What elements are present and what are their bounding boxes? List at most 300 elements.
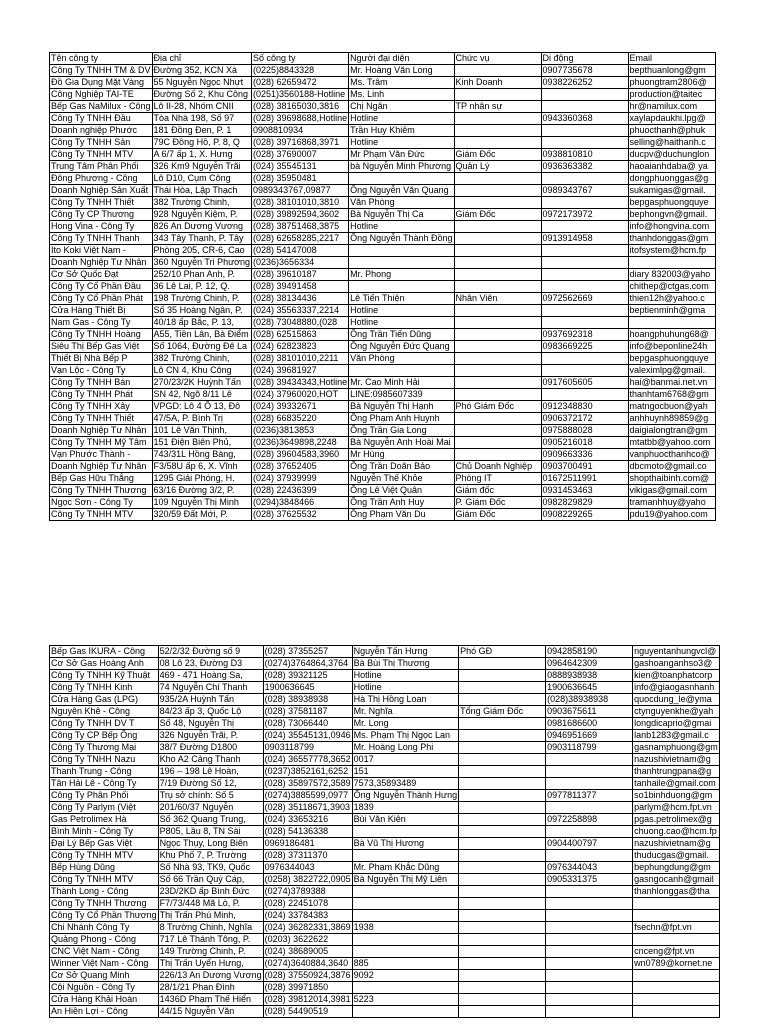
table-cell: 469 - 471 Hoàng Sa, — [158, 670, 263, 682]
table-cell: Thành Long - Công — [50, 886, 159, 898]
table-cell: Công Nghiệp TAI-TE — [50, 89, 153, 101]
table-cell — [459, 994, 546, 1006]
table-cell: 326 Km9 Nguyễn Trãi — [152, 161, 251, 173]
table-cell: Công Ty TNHH Sản — [50, 137, 153, 149]
table-cell: info@hongvina.com — [628, 221, 715, 233]
table-cell: Số công ty — [252, 53, 349, 65]
table-cell: gasngocanh@gmail — [633, 874, 720, 886]
table-cell — [454, 257, 541, 269]
table-cell — [541, 281, 628, 293]
table-cell: 0906372172 — [541, 413, 628, 425]
table-cell — [349, 257, 454, 269]
table-cell: Tổng Giám Đốc — [459, 706, 546, 718]
table-cell: 79C Đồng Hồ, P. 8, Q — [152, 137, 251, 149]
table-cell: Công Ty TNHH Kỹ Thuật — [50, 670, 159, 682]
table-row — [50, 293, 716, 305]
table-cell: diary 832003@yaho — [628, 269, 715, 281]
table-cell: Giám đốc — [454, 485, 541, 497]
table-cell: 47/5A, P. Bình Trị — [152, 413, 251, 425]
table-cell: (024) 37960020,HOT — [252, 389, 349, 401]
table-cell: 08 Lô 23, Đường D3 — [158, 658, 263, 670]
table-cell — [541, 305, 628, 317]
table-cell: 0989343767,09877 — [252, 185, 349, 197]
table-cell — [546, 946, 633, 958]
table-cell: 928 Nguyễn Kiệm, P. — [152, 209, 251, 221]
company-table-2 — [49, 645, 720, 1018]
table-cell: Quảng Phong - Công — [50, 934, 159, 946]
table-row — [50, 341, 716, 353]
table-cell: 0977811377 — [546, 790, 633, 802]
table-cell: Mr. Hoàng Long Phi — [352, 742, 458, 754]
table-row — [50, 958, 720, 970]
table-cell: Mr. Long — [352, 718, 458, 730]
table-cell: (0258) 3822722,0905 — [264, 874, 351, 884]
table-cell: Giám Đốc — [454, 509, 541, 521]
table-cell: (024) 35545131 — [252, 161, 349, 173]
table-cell: 343 Tây Thạnh, P. Tây — [152, 233, 251, 245]
table-cell: (028) 39892594,3602 — [252, 209, 349, 221]
table-row — [50, 377, 716, 389]
table-cell: 0905331375 — [546, 874, 633, 886]
table-cell: (024) 62823823 — [252, 341, 349, 353]
table-cell: 382 Trường Chinh, — [152, 353, 251, 365]
table-cell: Thị Trấn Uyển Hưng, — [158, 958, 263, 970]
table-cell: (024) 38689005 — [263, 946, 352, 958]
table-cell — [546, 886, 633, 898]
table-row — [50, 281, 716, 293]
table-cell — [454, 377, 541, 389]
table-cell — [546, 1006, 633, 1018]
table-cell: wn0789@kornet.ne — [633, 958, 720, 970]
table-cell: tanhaile@gmail.com — [633, 778, 720, 790]
table-cell: An Hiền Lợi - Công — [50, 1006, 159, 1018]
table-cell: 1900636645 — [263, 682, 352, 694]
table-cell: 0017 — [352, 754, 458, 766]
table-cell: cnceng@fpt.vn — [633, 946, 720, 958]
table-cell: 360 Nguyễn Tri Phương — [153, 257, 251, 267]
table-cell — [454, 341, 541, 353]
table-cell: 0938226252 — [541, 77, 628, 89]
table-cell: 38/7 Đường D1800 — [158, 742, 263, 754]
table-cell: 28/1/21 Phan Đình — [158, 982, 263, 994]
table-cell: Công Ty TNHH Thiết — [50, 413, 153, 425]
table-cell: Mr. Phạm Khắc Dũng — [352, 862, 458, 874]
table-cell — [454, 305, 541, 317]
company-table-1 — [49, 52, 716, 521]
table-cell — [541, 317, 628, 329]
table-cell: Nguyễn Tấn Hưng — [352, 646, 458, 658]
table-cell: Công Ty TNHH Đầu — [50, 113, 153, 125]
table-cell: Bà Vũ Thị Hương — [352, 838, 458, 850]
table-cell: (028) 38134436 — [252, 293, 349, 305]
table-cell: 0972258898 — [546, 814, 633, 826]
table-cell: 270/23/2K Huỳnh Tấn — [152, 377, 251, 389]
table-cell: bà Nguyễn Minh Phương — [349, 161, 454, 173]
table-cell: (0236)3649898,2248 — [252, 437, 349, 449]
table-cell: (028) 37625532 — [252, 509, 349, 521]
table-row — [50, 742, 720, 754]
table-row — [50, 233, 716, 245]
table-cell — [633, 910, 720, 922]
table-row — [50, 77, 716, 89]
table-row — [50, 766, 720, 778]
table-cell: chuong.cao@hcm.fp — [633, 826, 720, 838]
table-cell: 0909663336 — [541, 449, 628, 461]
table-cell: hr@namilux.com — [628, 101, 715, 113]
table-row — [50, 125, 716, 137]
table-cell: Lô II-28, Nhóm CNII — [152, 101, 251, 113]
table-cell — [628, 257, 715, 269]
table-cell: hai@banmai.net.vn — [628, 377, 715, 389]
table-cell: nguyentanhungvcl@ — [633, 646, 720, 658]
table-cell: (0274)3789388 — [263, 886, 352, 898]
table-cell: haoaianhdaba@ ya — [628, 161, 715, 173]
table-cell: (028) 35118671,3903 — [263, 802, 352, 814]
table-cell: Bếp Gas IKURA - Công — [50, 646, 159, 658]
table-row — [50, 473, 716, 485]
table-cell — [546, 766, 633, 778]
table-cell: Văn Phòng — [349, 197, 454, 209]
table-cell: info@giaogasnhanh — [633, 682, 720, 694]
table-cell — [459, 910, 546, 922]
table-cell: (024) 36557778,3652 — [264, 754, 351, 764]
table-cell — [541, 365, 628, 377]
table-cell: Trần Huy Khiêm — [349, 125, 454, 137]
table-cell: 0976344043 — [546, 862, 633, 874]
table-cell — [454, 65, 541, 77]
table-cell — [633, 1006, 720, 1018]
table-cell: thien12h@yahoo.c — [628, 293, 715, 305]
table-cell: thuducgas@gmail. — [633, 850, 720, 862]
table-row — [50, 790, 720, 802]
table-cell: ctynguyenkhe@yah — [633, 706, 720, 718]
table-cell: (028) 39698688,Hotline — [253, 113, 348, 123]
table-row — [50, 1006, 720, 1018]
table-cell: Ngọc Sơn - Công Ty — [50, 497, 153, 509]
table-cell: Phòng 205, CR-6, Cao — [152, 245, 251, 257]
table-cell — [546, 898, 633, 910]
table-row — [50, 898, 720, 910]
table-row — [50, 682, 720, 694]
table-row — [50, 305, 716, 317]
table-cell — [459, 838, 546, 850]
table-row — [50, 754, 720, 766]
table-cell — [352, 886, 458, 898]
table-cell: Email — [628, 53, 715, 65]
table-cell — [541, 389, 628, 401]
table-cell: 0913914958 — [541, 233, 628, 245]
table-cell: Công Ty TNHH MTV — [50, 149, 153, 161]
table-cell: 0938810810 — [541, 149, 628, 161]
table-cell: info@beponline24h — [628, 341, 715, 353]
table-cell: Kho A2 Cảng Thanh — [158, 754, 263, 766]
table-cell: dongphuonggas@g — [628, 173, 715, 185]
table-cell: (0294)3848466 — [252, 497, 349, 509]
table-cell: Hong Vina - Công Ty — [50, 221, 153, 233]
table-cell — [454, 245, 541, 257]
table-cell: Siêu Thị Bếp Gas Việt — [50, 341, 153, 353]
table-cell: Hotline — [349, 221, 454, 233]
table-cell: gashoanganhso3@ — [633, 658, 720, 670]
table-cell: Công Ty TNHH Thương — [50, 485, 153, 497]
table-row — [50, 485, 716, 497]
table-row — [50, 886, 720, 898]
table-cell: Phó GĐ — [459, 646, 546, 658]
table-cell: vikigas@gmail.com — [628, 485, 715, 497]
table-cell: Tên công ty — [50, 53, 153, 65]
table-cell: Bếp Gas NaMilux - Công — [51, 101, 151, 111]
table-cell: Phòng IT — [454, 473, 541, 485]
table-cell — [459, 778, 546, 790]
table-cell — [352, 826, 458, 838]
table-cell: (028) 22436399 — [252, 485, 349, 497]
table-cell — [459, 886, 546, 898]
table-cell: valeximlpg@gmail. — [628, 365, 715, 377]
table-cell: (028) 54490519 — [263, 1006, 352, 1018]
table-cell — [454, 353, 541, 365]
table-cell: tramanhhuy@yaho — [628, 497, 715, 509]
table-cell: Doanh Nghiệp Tư Nhân — [50, 461, 153, 473]
table-cell: Công Ty TNHH Mỹ Tâm — [50, 437, 153, 449]
table-cell — [454, 185, 541, 197]
table-cell: (028) 54147008 — [252, 245, 349, 257]
table-cell: production@taitec — [628, 89, 715, 101]
table-cell: Bà Bùi Thị Thương — [352, 658, 458, 670]
table-cell: Văn Phòng — [349, 353, 454, 365]
table-cell: (028) 66835220 — [252, 413, 349, 425]
table-cell: Gas Petrolimex Hà — [50, 814, 159, 826]
table-cell: Công Ty Parlym (Việt — [50, 802, 159, 814]
table-row — [50, 706, 720, 718]
table-cell: 0937692318 — [541, 329, 628, 341]
table-cell — [546, 754, 633, 766]
table-cell: Công Ty TNHH Hoàng — [50, 329, 153, 341]
table-cell: Hà Thị Hồng Loan — [352, 694, 458, 706]
table-cell: 23D/2KD ấp Bình Đức — [158, 886, 263, 898]
table-cell: 0908810934 — [252, 125, 349, 137]
table-cell: 7/19 Đường Số 12, — [158, 778, 263, 790]
table-row — [50, 53, 716, 65]
table-cell: 0981686600 — [546, 718, 633, 730]
table-cell: 1295 Giải Phóng, H. — [152, 473, 251, 485]
table-cell: bepthuanlong@gm — [628, 65, 715, 77]
table-cell: 226/13 An Dương Vương — [159, 970, 262, 980]
table-cell — [349, 281, 454, 293]
table-cell: hoangphuhung68@ — [628, 329, 715, 341]
table-cell: 0964642309 — [546, 658, 633, 670]
table-cell: Ông Nguyễn Thành Hưng — [353, 790, 458, 800]
table-cell — [546, 802, 633, 814]
table-cell — [541, 137, 628, 149]
table-cell: (0274)3640884,3640 — [263, 958, 352, 970]
table-cell: (0274)3885599,0977 — [263, 790, 352, 802]
table-cell — [454, 365, 541, 377]
table-cell — [459, 982, 546, 994]
table-cell: 0908229265 — [541, 509, 628, 521]
table-cell — [459, 898, 546, 910]
table-row — [50, 994, 720, 1006]
table-cell: 201/60/37 Nguyễn — [158, 802, 263, 814]
table-cell: Công Ty TNHH Phát — [50, 389, 153, 401]
table-cell: (028) 38101010,3810 — [252, 197, 349, 209]
table-cell: Công Ty Phân Phối — [50, 790, 159, 802]
table-cell: Ông Trần Tiến Dũng — [349, 329, 454, 341]
table-cell: gasnamphuong@gm — [634, 742, 718, 752]
table-cell — [454, 233, 541, 245]
table-cell — [459, 970, 546, 982]
table-cell: xaylapdaukhi.lpg@ — [628, 113, 715, 125]
table-row — [50, 89, 716, 101]
table-cell: Đường 352, KCN Xà — [152, 65, 251, 77]
table-cell: (0237)3852161,6252 — [263, 766, 352, 778]
table-cell: 0888938938 — [546, 670, 633, 682]
table-cell: (0225)8843328 — [252, 65, 349, 77]
table-cell: Ông Phạm Văn Du — [349, 509, 454, 521]
table-cell: parlym@hcm.fpt.vn — [633, 802, 720, 814]
table-cell — [546, 910, 633, 922]
table-cell: Ông Lê Việt Quân — [349, 485, 454, 497]
table-cell: Số 362 Quang Trung, — [158, 814, 263, 826]
table-cell: 52/2/32 Đường số 9 — [158, 646, 263, 658]
table-cell: Công Ty CP Thương — [50, 209, 153, 221]
table-cell: (028) 37581187 — [263, 706, 352, 718]
table-row — [50, 730, 720, 742]
table-cell: Tòa Nhà 198, Số 97 — [152, 113, 251, 125]
table-cell: itofsystem@hcm.fp — [628, 245, 715, 257]
table-cell: (028) 62515863 — [252, 329, 349, 341]
table-cell: ducpv@duchunglon — [628, 149, 715, 161]
table-cell: anhhuynh89859@g — [628, 413, 715, 425]
table-cell — [352, 898, 458, 910]
table-cell: Bếp Gas Hữu Thắng — [50, 473, 153, 485]
table-cell: 0942858190 — [546, 646, 633, 658]
table-cell: 9092 — [352, 970, 458, 982]
table-row — [50, 413, 716, 425]
table-cell: (024) 39332671 — [252, 401, 349, 413]
table-cell: Số 48, Nguyễn Thị — [158, 718, 263, 730]
table-cell — [546, 850, 633, 862]
table-cell: 84/23 ấp 3, Quốc Lộ — [158, 706, 263, 718]
table-cell — [454, 173, 541, 185]
table-cell: 0972562669 — [541, 293, 628, 305]
table-cell — [459, 814, 546, 826]
table-cell: Ito Koki Việt Nam - — [50, 245, 153, 257]
table-cell: 382 Trường Chinh, — [152, 197, 251, 209]
table-cell: nazushivietnam@g — [633, 754, 720, 766]
table-cell: Kinh Doanh — [454, 77, 541, 89]
table-cell: Công Ty Cổ Phần Đầu — [50, 281, 153, 293]
table-cell: Công Ty TNHH MTV — [50, 874, 159, 886]
table-cell: Vạn Phước Thành - — [50, 449, 153, 461]
table-cell: 101 Lê Văn Thịnh, — [152, 425, 251, 437]
table-row — [50, 838, 720, 850]
table-cell: 326 Nguyễn Trãi, P. — [158, 730, 263, 742]
table-cell — [352, 982, 458, 994]
table-cell: pgas.petrolimex@g — [633, 814, 720, 826]
table-cell: (028) 37311370 — [263, 850, 352, 862]
table-cell: Ông Nguyễn Thành Đồng — [350, 233, 453, 243]
table-cell: (028) 73066440 — [263, 718, 352, 730]
table-cell — [454, 221, 541, 233]
table-cell: quocdung_le@yma — [633, 694, 720, 706]
table-cell: F7/73/448 Mã Lò, P. — [158, 898, 263, 910]
table-cell: VPGD: Lô 4 Ô 13, Đô — [152, 401, 251, 413]
table-row — [50, 646, 720, 658]
table-cell: A 6/7 ấp 1, X. Hưng — [152, 149, 251, 161]
table-cell: Cội Nguồn - Công Ty — [50, 982, 159, 994]
table-cell: Bình Minh - Công Ty — [50, 826, 159, 838]
table-row — [50, 874, 720, 886]
table-row — [50, 814, 720, 826]
table-cell: mtatbb@yahoo.com — [628, 437, 715, 449]
table-cell: (024) 36282331,3869 — [264, 922, 351, 932]
table-cell: (028) 39971850 — [263, 982, 352, 994]
table-cell: (028) 62658285,2217 — [252, 233, 349, 245]
table-cell: Chủ Doanh Nghiệp — [454, 461, 541, 473]
table-cell: (028) 38165030,3816 — [252, 101, 349, 113]
table-cell: SN 42, Ngõ 8/11 Lê — [152, 389, 251, 401]
table-cell — [352, 1006, 458, 1018]
table-cell — [633, 934, 720, 946]
table-cell — [541, 221, 628, 233]
table-cell: Công Ty TNHH Nazu — [50, 754, 159, 766]
table-row — [50, 497, 716, 509]
table-cell: (024) 33784383 — [263, 910, 352, 922]
table-cell: (028) 39321125 — [263, 670, 352, 682]
table-cell: Chị Ngân — [349, 101, 454, 113]
table-cell — [454, 413, 541, 425]
table-row — [50, 850, 720, 862]
table-cell: 151 Điện Biên Phủ, — [152, 437, 251, 449]
table-row — [50, 317, 716, 329]
table-cell: bepgasphuongquye — [628, 353, 715, 365]
table-cell — [546, 778, 633, 790]
table-row — [50, 826, 720, 838]
table-cell: 109 Nguyễn Thị Minh — [152, 497, 251, 509]
table-row — [50, 161, 716, 173]
table-cell: 0969186481 — [263, 838, 352, 850]
table-cell: thanhtam6768@gm — [628, 389, 715, 401]
table-cell — [459, 766, 546, 778]
table-cell: (028) 62659472 — [252, 77, 349, 89]
table-cell: 36 Lê Lai, P. 12, Q. — [152, 281, 251, 293]
table-cell — [546, 982, 633, 994]
table-cell — [541, 125, 628, 137]
table-cell: (028) 73048880,(028 — [252, 317, 349, 329]
table-row — [50, 365, 716, 377]
table-cell: 0903118799 — [546, 742, 633, 754]
table-cell: Bùi Văn Kiên — [352, 814, 458, 826]
table-cell — [454, 449, 541, 461]
table-cell: Hotline — [349, 317, 454, 329]
table-cell — [633, 898, 720, 910]
table-cell: Doanh Nghiệp Tư Nhân — [50, 425, 153, 437]
table-cell — [546, 970, 633, 982]
table-cell: Nguyễn Thế Khỏe — [349, 473, 454, 485]
table-cell: Lô D10, Cụm Công — [152, 173, 251, 185]
table-cell: Mr Hùng — [349, 449, 454, 461]
table-cell — [633, 982, 720, 994]
table-cell: 252/10 Phan Anh, P. — [152, 269, 251, 281]
table-cell — [541, 197, 628, 209]
table-cell: Thiết Bị Nhà Bếp P — [50, 353, 153, 365]
table-row — [50, 425, 716, 437]
table-cell: (028) 39812014,3981 — [264, 994, 351, 1004]
table-cell: (028)38938938 — [546, 694, 633, 706]
table-cell: TP nhân sự — [454, 101, 541, 113]
table-cell: (028) 37690007 — [252, 149, 349, 161]
table-cell: Thái Hòa, Lập Thạch — [152, 185, 251, 197]
